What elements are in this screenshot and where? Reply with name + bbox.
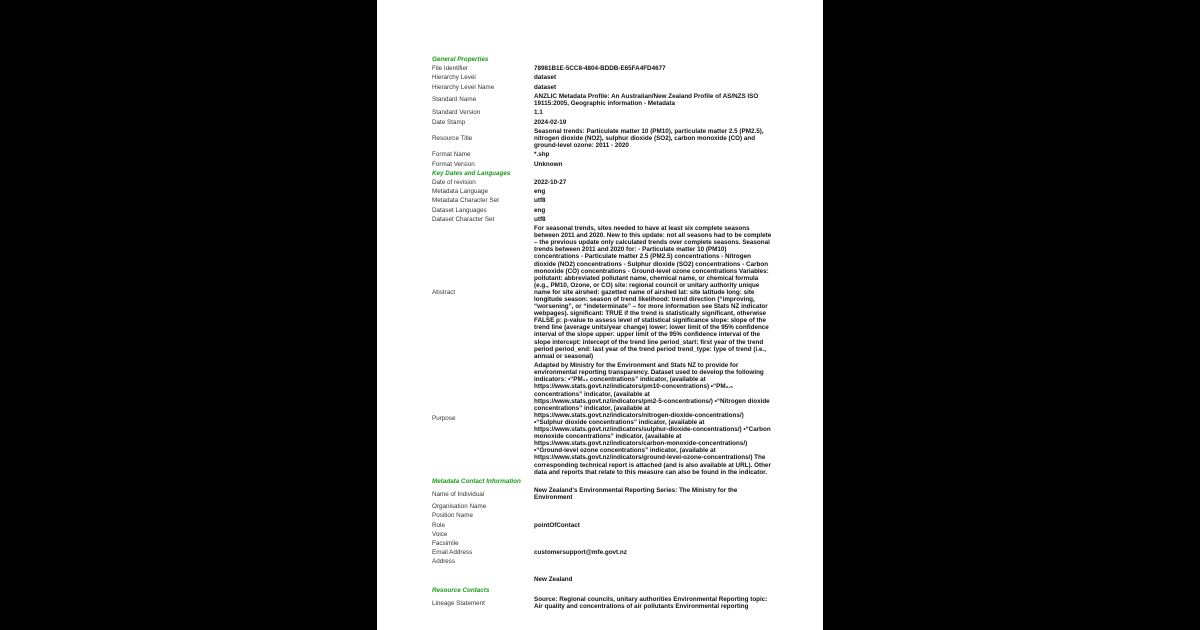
- row-dataset-languages: [432, 205, 772, 214]
- field-label: Facsimile: [432, 540, 459, 548]
- field-label: Name of Individual: [432, 490, 485, 498]
- field-label: Purpose: [432, 415, 456, 423]
- row-lineage-statement: [432, 595, 772, 612]
- field-value: utf8: [534, 215, 546, 223]
- row-standard-version: [432, 108, 772, 117]
- row-hierarchy-level: [432, 73, 772, 82]
- field-label: Dataset Languages: [432, 206, 487, 214]
- row-purpose: [432, 361, 772, 477]
- field-value: dataset: [534, 83, 557, 91]
- field-label: Metadata Character Set: [432, 197, 499, 205]
- section-title-resource-contacts: Resource Contacts: [432, 586, 490, 594]
- field-value: 2024-02-19: [534, 118, 567, 126]
- field-value: utf8: [534, 197, 546, 205]
- row-address: [432, 557, 772, 566]
- field-label: Organisation Name: [432, 503, 487, 511]
- row-metadata-character-set: [432, 196, 772, 205]
- field-value: 78981B1E-5CC8-4804-BDDB-E65FA4FD4677: [534, 65, 666, 73]
- field-value: pointOfContact: [534, 521, 580, 529]
- field-value: [534, 543, 772, 545]
- field-label: Dataset Character Set: [432, 215, 495, 223]
- field-label: Date Stamp: [432, 118, 466, 126]
- field-label: Role: [432, 521, 445, 529]
- field-value: For seasonal trends, sites needed to have at least six complete seasons between 2011 and 2020. New to this update: not all seasons had to be complete – the previous update only calculated trends over complete seasons. Seasonal trends between 2011 and 2020 for: - Particulate matter 10 (PM10) concentrations - Particulate matter 2.5 (PM2.5) concentrations - Nitrogen dioxide (NO2) concentrations - Sulphur dioxide (SO2) concentrations - Carbon monoxide (CO) concentrations - Ground-level ozone concentrations Variables: pollutant: abbreviated pollutant name, chemical name, or chemical formula (e.g., PM10, Ozone, or CO) site: regional council or unitary authority unique name for site airshed: gazetted name of airshed lat: site latitude long: site longitude season: season of trend likelihood: trend direction (“improving, “worsening”, or “indeterminate” – for more information see Stats NZ indicator webpages). significant: TRUE if the trend is statistically significant, otherwise FALSE p: p-value to assess level of statistical significance slope: slope of the trend line (average units/year change) lower: lower limit of the 95% confidence interval of the slope upper: upper limit of the 95% confidence interval of the slope intercept: intercept of the trend line period_start: first year of the trend period period_end: last year of the trend period trend_type: type of trend (i.e., annual or seasonal): [534, 225, 772, 360]
- field-label: Standard Version: [432, 109, 481, 117]
- field-label: Lineage Statement: [432, 599, 485, 607]
- field-value: *.shp: [534, 151, 550, 159]
- field-label: Hierarchy Level Name: [432, 83, 495, 91]
- field-label: Hierarchy Level: [432, 74, 476, 82]
- row-resource-title: [432, 127, 772, 151]
- field-value: ANZLIC Metadata Profile: An Australian/New Zealand Profile of AS/NZS ISO 19115:2005, Geographic information - Metadata: [534, 92, 759, 108]
- field-value: 2022-10-27: [534, 178, 567, 186]
- row-name-of-individual: [432, 486, 772, 502]
- field-label: Date of revision: [432, 178, 476, 186]
- section-title-key-dates: Key Dates and Languages: [432, 169, 511, 177]
- address-spacer: [432, 567, 772, 575]
- field-value: Adapted by Ministry for the Environment and Stats NZ to provide for environmental reporting transparency. Dataset used to develop the following indicators: •“PM₁₀ concentrations” indicator, (available at https://www.stats.govt.nz/indicators/pm10-concentrations) •“PM₂.₅ concentrations” indicator, (available at https://www.stats.govt.nz/indicators/pm2-5-concentrations/) •“Nitrogen dioxide concentrations” indicator, (available at https://www.stats.govt.nz/indicators/nitrogen-dioxide-concentrations/) •“Sulphur dioxide concentrations” indicator, (available at https://www.stats.govt.nz/indicators/sulphur-dioxide-concentrations/) •“Carbon monoxide concentrations” indicator, (available at https://www.stats.govt.nz/indicators/carbon-monoxide-concentrations/) •“Ground-level ozone concentrations” indicator, (available at https://www.stats.govt.nz/indicators/ground-level-ozone-concentrations/) The corresponding technical report is attached (and is also available at URL). Other data and reports that relate to this measure can also be found in the indicator.: [534, 362, 771, 476]
- row-format-name: [432, 150, 772, 159]
- field-value: New Zealand: [534, 575, 573, 583]
- field-value: Seasonal trends: Particulate matter 10 (PM10), particulate matter 2.5 (PM2.5), nitrogen dioxide (NO2), sulphur dioxide (SO2), carbon monoxide (CO) and ground-level ozone: 2011 - 2020: [534, 127, 764, 150]
- field-value: eng: [534, 188, 546, 196]
- row-facsimile: [432, 539, 772, 548]
- field-label: Voice: [432, 530, 448, 538]
- section-title-general-properties: General Properties: [432, 56, 489, 63]
- row-standard-name: [432, 92, 772, 109]
- row-role: [432, 521, 772, 530]
- field-label: Metadata Language: [432, 188, 489, 196]
- row-date-of-revision: [432, 178, 772, 187]
- row-abstract: [432, 224, 772, 361]
- field-value: [534, 561, 772, 563]
- row-position-name: [432, 511, 772, 520]
- field-value: Source: Regional councils, unitary authorities Environmental Reporting topic: Air quality and concentrations of air pollutants Environmental reporting: [534, 596, 768, 611]
- field-label: Format Version: [432, 160, 475, 168]
- field-label: Position Name: [432, 512, 473, 520]
- row-file-identifier: [432, 64, 772, 73]
- row-format-version: [432, 160, 772, 169]
- row-voice: [432, 530, 772, 539]
- row-address-country: [432, 575, 772, 584]
- field-label: Abstract: [432, 288, 456, 296]
- field-value: customersupport@mfe.govt.nz: [534, 549, 627, 557]
- field-value: dataset: [534, 74, 557, 82]
- field-value: [534, 533, 772, 535]
- row-date-stamp: [432, 118, 772, 127]
- field-value: Unknown: [534, 160, 563, 168]
- field-label: Resource Title: [432, 134, 473, 142]
- row-dataset-character-set: [432, 215, 772, 224]
- field-label: Format Name: [432, 151, 471, 159]
- section-title-metadata-contact: Metadata Contact Information: [432, 477, 521, 485]
- row-hierarchy-level-name: [432, 83, 772, 92]
- field-value: [534, 506, 772, 508]
- field-label: File Identifier: [432, 65, 469, 73]
- row-organisation-name: [432, 502, 772, 511]
- field-label: Standard Name: [432, 96, 477, 104]
- document-page: [377, 0, 823, 630]
- field-label: Address: [432, 558, 456, 566]
- row-metadata-language: [432, 187, 772, 196]
- metadata-content: [432, 55, 772, 612]
- row-email-address: [432, 548, 772, 557]
- field-value: [534, 515, 772, 517]
- field-value: New Zealand's Environmental Reporting Series: The Ministry for the Environment: [534, 487, 738, 502]
- field-label: Email Address: [432, 549, 473, 557]
- field-value: eng: [534, 206, 546, 214]
- field-value: 1.1: [534, 109, 543, 117]
